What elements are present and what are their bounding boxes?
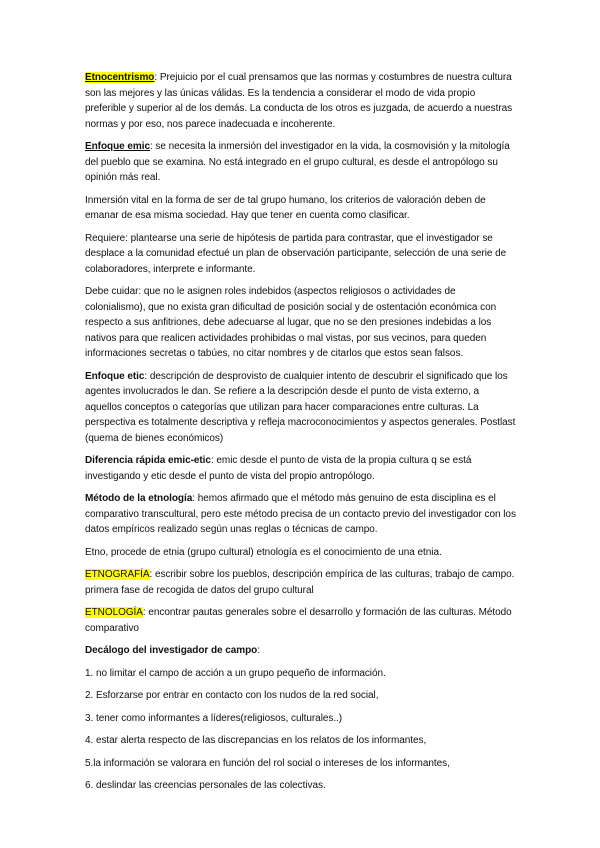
paragraph-text: encontrar pautas generales sobre el desarrollo y formación de las culturas. Método comparativo — [85, 607, 512, 634]
paragraph-text: Inmersión vital en la forma de ser de tal grupo humano, los criterios de valoración deben de emanar de esa misma sociedad. Hay que tener en cuenta como clasificar. — [85, 194, 486, 221]
paragraph-text: Prejuicio por el cual prensamos que las normas y costumbres de nuestra cultura son las mejores y las únicas válidas. Es la tendencia a considerar el modo de vida propio preferible y superior al de los demás. La conducta de los otros es juzgada, de acuerdo a nuestras normas y por eso, nos parece inadecuada e incoherente. — [85, 72, 513, 130]
paragraph-text: Requiere: plantearse una serie de hipótesis de partida para contrastar, que el investigador se desplace a la comunidad efectué un plan de observación participante, selección de una serie de colaboradores, interprete e informante. — [85, 232, 507, 275]
paragraph-text: Debe cuidar: que no le asignen roles indebidos (aspectos religiosos o actividades de colonialismo), que no exista gran dificultad de posición social y de ostentación económica con respecto a sus anfitriones, debe adecuarse al lugar, que no se den presiones indebidas a los nativos para que realicen actividades prohibidas o mal vistas, por sus vecinos, para queden informaciones secretas o tabúes, no citar nombres y de citarlos que estos sean falsos. — [85, 286, 497, 359]
paragraph-etnocentrismo: Etnocentrismo: Prejuicio por el cual prensamos que las normas y costumbres de nuestra cultura son las mejores y las únicas válidas. Es la tendencia a considerar el modo de vida propio preferible y superior al de los demás. La conducta de los otros es juzgada, de acuerdo a nuestras normas y por eso, nos parece inadecuada e incoherente. — [85, 72, 513, 130]
term-metodo: Método de la etnología — [85, 493, 193, 504]
list-item: 3. tener como informantes a líderes(religiosos, culturales..) — [85, 712, 343, 724]
list-item: 2. Esforzarse por entrar en contacto con los nudos de la red social, — [85, 690, 379, 701]
list-item: 5.la información se valorara en función del rol social o intereses de los informantes, — [85, 757, 450, 769]
term-etnocentrismo: Etnocentrismo — [85, 72, 155, 83]
list-item: 6. deslindar las creencias personales de las colectivas. — [85, 780, 326, 791]
heading-decalogo: Decálogo del investigador de campo: — [85, 645, 260, 656]
paragraph-enfoque-emic: Enfoque emic: se necesita la inmersión del investigador en la vida, la cosmovisión y la mitología del pueblo que se examina. No está integrado en el grupo cultural, es desde el antropólogo su opinión más real. — [85, 141, 510, 183]
paragraph-inmersion — [85, 193, 518, 224]
paragraph-text: emic desde el punto de vista de la propia cultura q se está investigando y etic desde el punto de vista del propio antropólogo. — [85, 455, 472, 482]
term-enfoque-etic: Enfoque etic — [85, 370, 145, 382]
paragraph-etnologia: ETNOLOGÍA: encontrar pautas generales sobre el desarrollo y formación de las culturas. Método comparativo — [85, 607, 512, 634]
paragraph-text: escribir sobre los pueblos, descripción empírica de las culturas, trabajo de campo. primera fase de recogida de datos del grupo cultural — [85, 569, 515, 596]
term-etnologia: ETNOLOGÍA — [85, 607, 143, 618]
paragraph-requiere — [85, 231, 518, 278]
paragraph-diferencia: Diferencia rápida emic-etic: emic desde el punto de vista de la propia cultura q se está investigando y etic desde el punto de vista del propio antropólogo. — [85, 455, 472, 482]
paragraph-etno — [85, 545, 518, 561]
list-item: 4. estar alerta respecto de las discrepancias en los relatos de los informantes, — [85, 735, 427, 746]
list-item: 1. no limitar el campo de acción a un grupo pequeño de información. — [85, 667, 386, 679]
paragraph-text: hemos afirmado que el método más genuino de esta disciplina es el comparativo transcultural, pero este método precisa de un contacto previo del investigador con los datos empíricos realizado según unas reglas o técnicas de campo. — [85, 493, 516, 535]
paragraph-text: se necesita la inmersión del investigador en la vida, la cosmovisión y la mitología del pueblo que se examina. No está integrado en el grupo cultural, es desde el antropólogo su opinión más real. — [85, 141, 510, 183]
term-diferencia: Diferencia rápida emic-etic — [85, 455, 211, 466]
paragraph-etnografia: ETNOGRAFÍA: escribir sobre los pueblos, descripción empírica de las culturas, trabajo de campo. primera fase de recogida de datos del grupo cultural — [85, 569, 515, 596]
paragraph-text: descripción de desprovisto de cualquier intento de descubrir el significado que los agentes involucrados le dan. Se refiere a la descripción desde el punto de vista externo, a aquellos conceptos o categorías que utilizan para hacer comparaciones entre culturas. La perspectiva es totalmente descriptiva y refleja macroconocimientos y aspectos generales. Postlast (quema de bienes económicos) — [85, 370, 516, 444]
document-page — [85, 70, 518, 801]
term-enfoque-emic: Enfoque emic — [85, 141, 150, 152]
term-etnografia: ETNOGRAFÍA — [85, 569, 150, 580]
paragraph-text: Etno, procede de etnia (grupo cultural) etnología es el conocimiento de una etnia. — [85, 546, 442, 558]
paragraph-metodo: Método de la etnología: hemos afirmado que el método más genuino de esta disciplina es el comparativo transcultural, pero este método precisa de un contacto previo del investigador con los datos empíricos realizado según unas reglas o técnicas de campo. — [85, 493, 516, 535]
paragraph-debe-cuidar — [85, 284, 518, 362]
term-decalogo: Decálogo del investigador de campo — [85, 645, 258, 656]
paragraph-enfoque-etic: Enfoque etic: descripción de desprovisto de cualquier intento de descubrir el significado que los agentes involucrados le dan. Se refiere a la descripción desde el punto de vista externo, a aquellos conceptos o categorías que utilizan para hacer comparaciones entre culturas. La perspectiva es totalmente descriptiva y refleja macroconocimientos y aspectos generales. Postlast (quema de bienes económicos) — [85, 370, 516, 444]
